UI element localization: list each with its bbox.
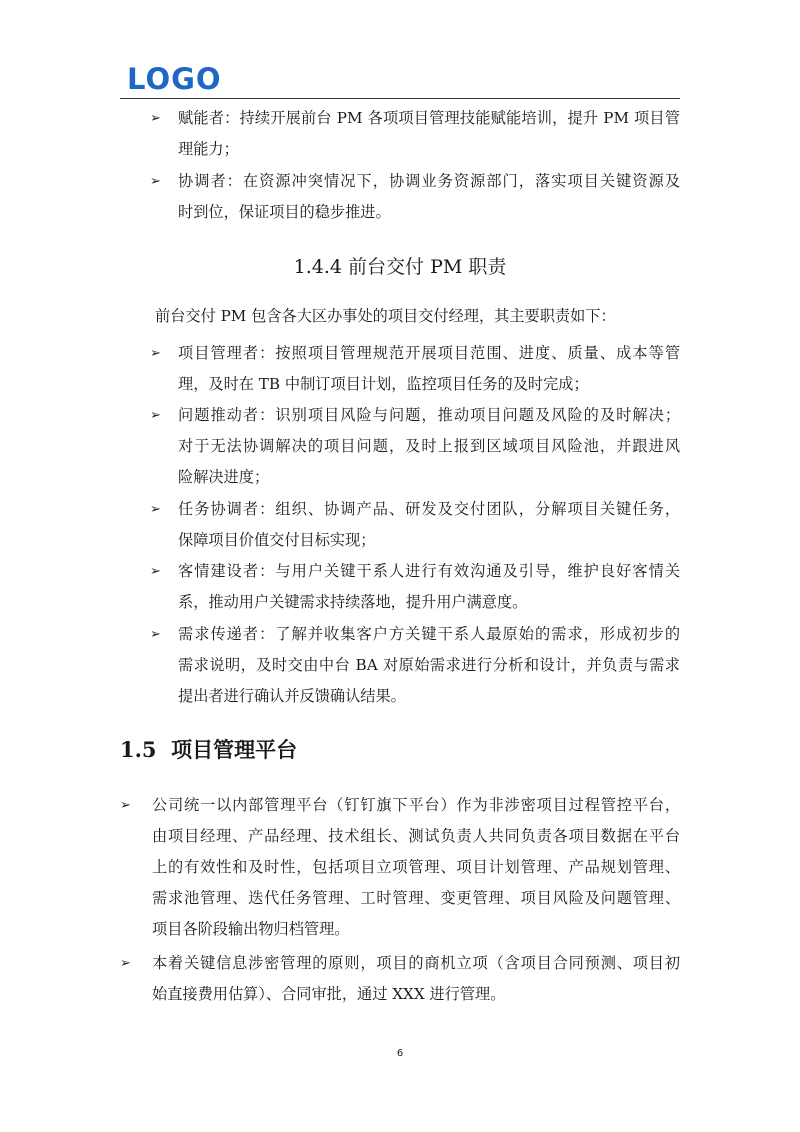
section-heading-1-5: 1.5 项目管理平台 — [120, 737, 298, 762]
section-heading-1-4-4: 1.4.4 前台交付 PM 职责 — [293, 256, 507, 278]
bullet-text: 问题推动者：识别项目风险与问题，推动项目问题及风险的及时解决； 对于无法协调解决的项目问题，及时上报到区域项目风险池，并跟进风 险解决进度； — [178, 406, 680, 486]
arrowhead-icon: ➢ — [150, 111, 161, 126]
page-number: 6 — [396, 1048, 404, 1059]
arrowhead-icon: ➢ — [120, 798, 131, 813]
bullet-text: 任务协调者：组织、协调产品、研发及交付团队，分解项目关键任务， 保障项目价值交付目标实现； — [178, 500, 680, 549]
arrowhead-icon: ➢ — [150, 346, 161, 361]
bullet-text: 协调者：在资源冲突情况下，协调业务资源部门，落实项目关键资源及 时到位，保证项目的稳步推进。 — [178, 172, 680, 221]
bullet-text: 公司统一以内部管理平台（钉钉旗下平台）作为非涉密项目过程管控平台， 由项目经理、产品经理、技术组长、测试负责人共同负责各项目数据在平台 上的有效性和及时性，包括项目立项管理、项目计划管理、产品规划管理、 需求池管理、迭代任务管理、工时管理、变更管理、项目风险及问题管理、 项目各阶段输出物归档管理。 — [152, 796, 680, 938]
bullet-text: 需求传递者：了解并收集客户方关键干系人最原始的需求，形成初步的 需求说明，及时交由中台 BA 对原始需求进行分析和设计，并负责与需求 提出者进行确认并反馈确认结果。 — [178, 625, 680, 705]
arrowhead-icon: ➢ — [150, 408, 161, 423]
bullet-text: 本着关键信息涉密管理的原则，项目的商机立项（含项目合同预测、项目初 始直接费用估算）、合同审批，通过 XXX 进行管理。 — [152, 954, 680, 1003]
arrowhead-icon: ➢ — [120, 956, 131, 971]
arrowhead-icon: ➢ — [150, 564, 161, 579]
bullet-text: 项目管理者：按照项目管理规范开展项目范围、进度、质量、成本等管 理，及时在 TB 中制订项目计划，监控项目任务的及时完成； — [178, 344, 680, 393]
bullet-text: 客情建设者：与用户关键干系人进行有效沟通及引导，维护良好客情关 系，推动用户关键需求持续落地，提升用户满意度。 — [178, 562, 680, 611]
arrowhead-icon: ➢ — [150, 502, 161, 517]
section-intro: 前台交付 PM 包含各大区办事处的项目交付经理，其主要职责如下： — [155, 307, 616, 325]
logo: LOGO — [127, 62, 222, 96]
arrowhead-icon: ➢ — [150, 174, 161, 189]
arrowhead-icon: ➢ — [150, 627, 161, 642]
header-divider — [120, 98, 680, 99]
bullet-text: 赋能者：持续开展前台 PM 各项项目管理技能赋能培训，提升 PM 项目管 理能力； — [178, 109, 680, 158]
